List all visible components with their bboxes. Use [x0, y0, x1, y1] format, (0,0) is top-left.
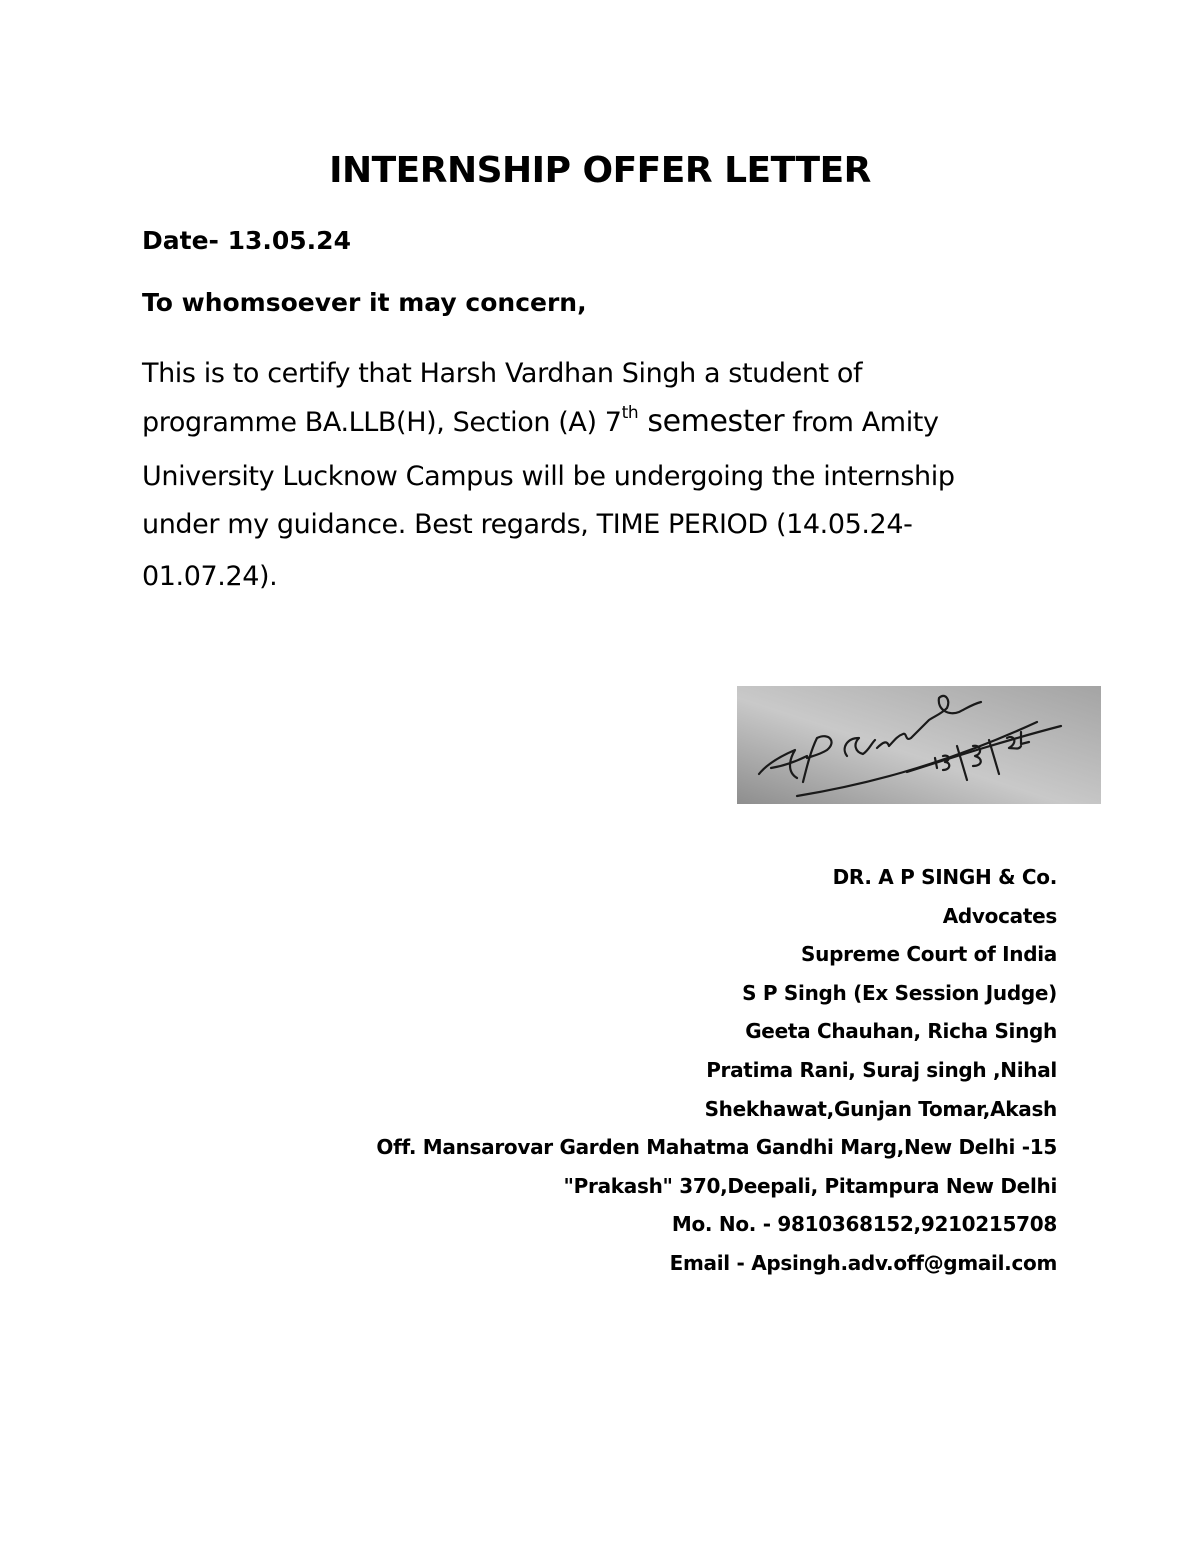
body-line-2-start: programme BA.LLB(H), Section (A) 7 [142, 407, 622, 438]
associate-line-3: Pratima Rani, Suraj singh ,Nihal [706, 1057, 1057, 1082]
associate-line-4: Shekhawat,Gunjan Tomar,Akash [704, 1096, 1057, 1121]
body-line-4: under my guidance. Best regards, TIME PERIOD (14.05.24- [142, 509, 913, 540]
court-name: Supreme Court of India [801, 942, 1057, 967]
body-line-1: This is to certify that Harsh Vardhan Singh a student of [142, 358, 863, 389]
office-address-1: Off. Mansarovar Garden Mahatma Gandhi Marg,New Delhi -15 [376, 1135, 1057, 1160]
letter-date: Date- 13.05.24 [142, 226, 351, 255]
letter-title: INTERNSHIP OFFER LETTER [329, 150, 871, 191]
body-line-5: 01.07.24). [142, 561, 278, 592]
associate-line-2: Geeta Chauhan, Richa Singh [745, 1019, 1057, 1044]
office-address-2: "Prakash" 370,Deepali, Pitampura New Delhi [563, 1173, 1057, 1198]
email-address: Email - Apsingh.adv.off@gmail.com [669, 1250, 1057, 1275]
salutation: To whomsoever it may concern, [142, 288, 587, 317]
associate-line-1: S P Singh (Ex Session Judge) [742, 980, 1057, 1005]
letter-body [142, 350, 1042, 601]
letterhead-footer [257, 858, 1057, 1283]
semester-word: semester [638, 404, 785, 439]
signature-image [737, 686, 1101, 804]
phone-numbers: Mo. No. - 9810368152,9210215708 [671, 1212, 1057, 1237]
body-line-2 [142, 398, 1042, 447]
body-line-3: University Lucknow Campus will be undergoing the internship [142, 461, 955, 492]
body-line-2-end: from Amity [784, 407, 939, 438]
firm-name: DR. A P SINGH & Co. [832, 865, 1057, 889]
firm-type: Advocates [942, 903, 1057, 928]
ordinal-suffix: th [621, 403, 639, 423]
